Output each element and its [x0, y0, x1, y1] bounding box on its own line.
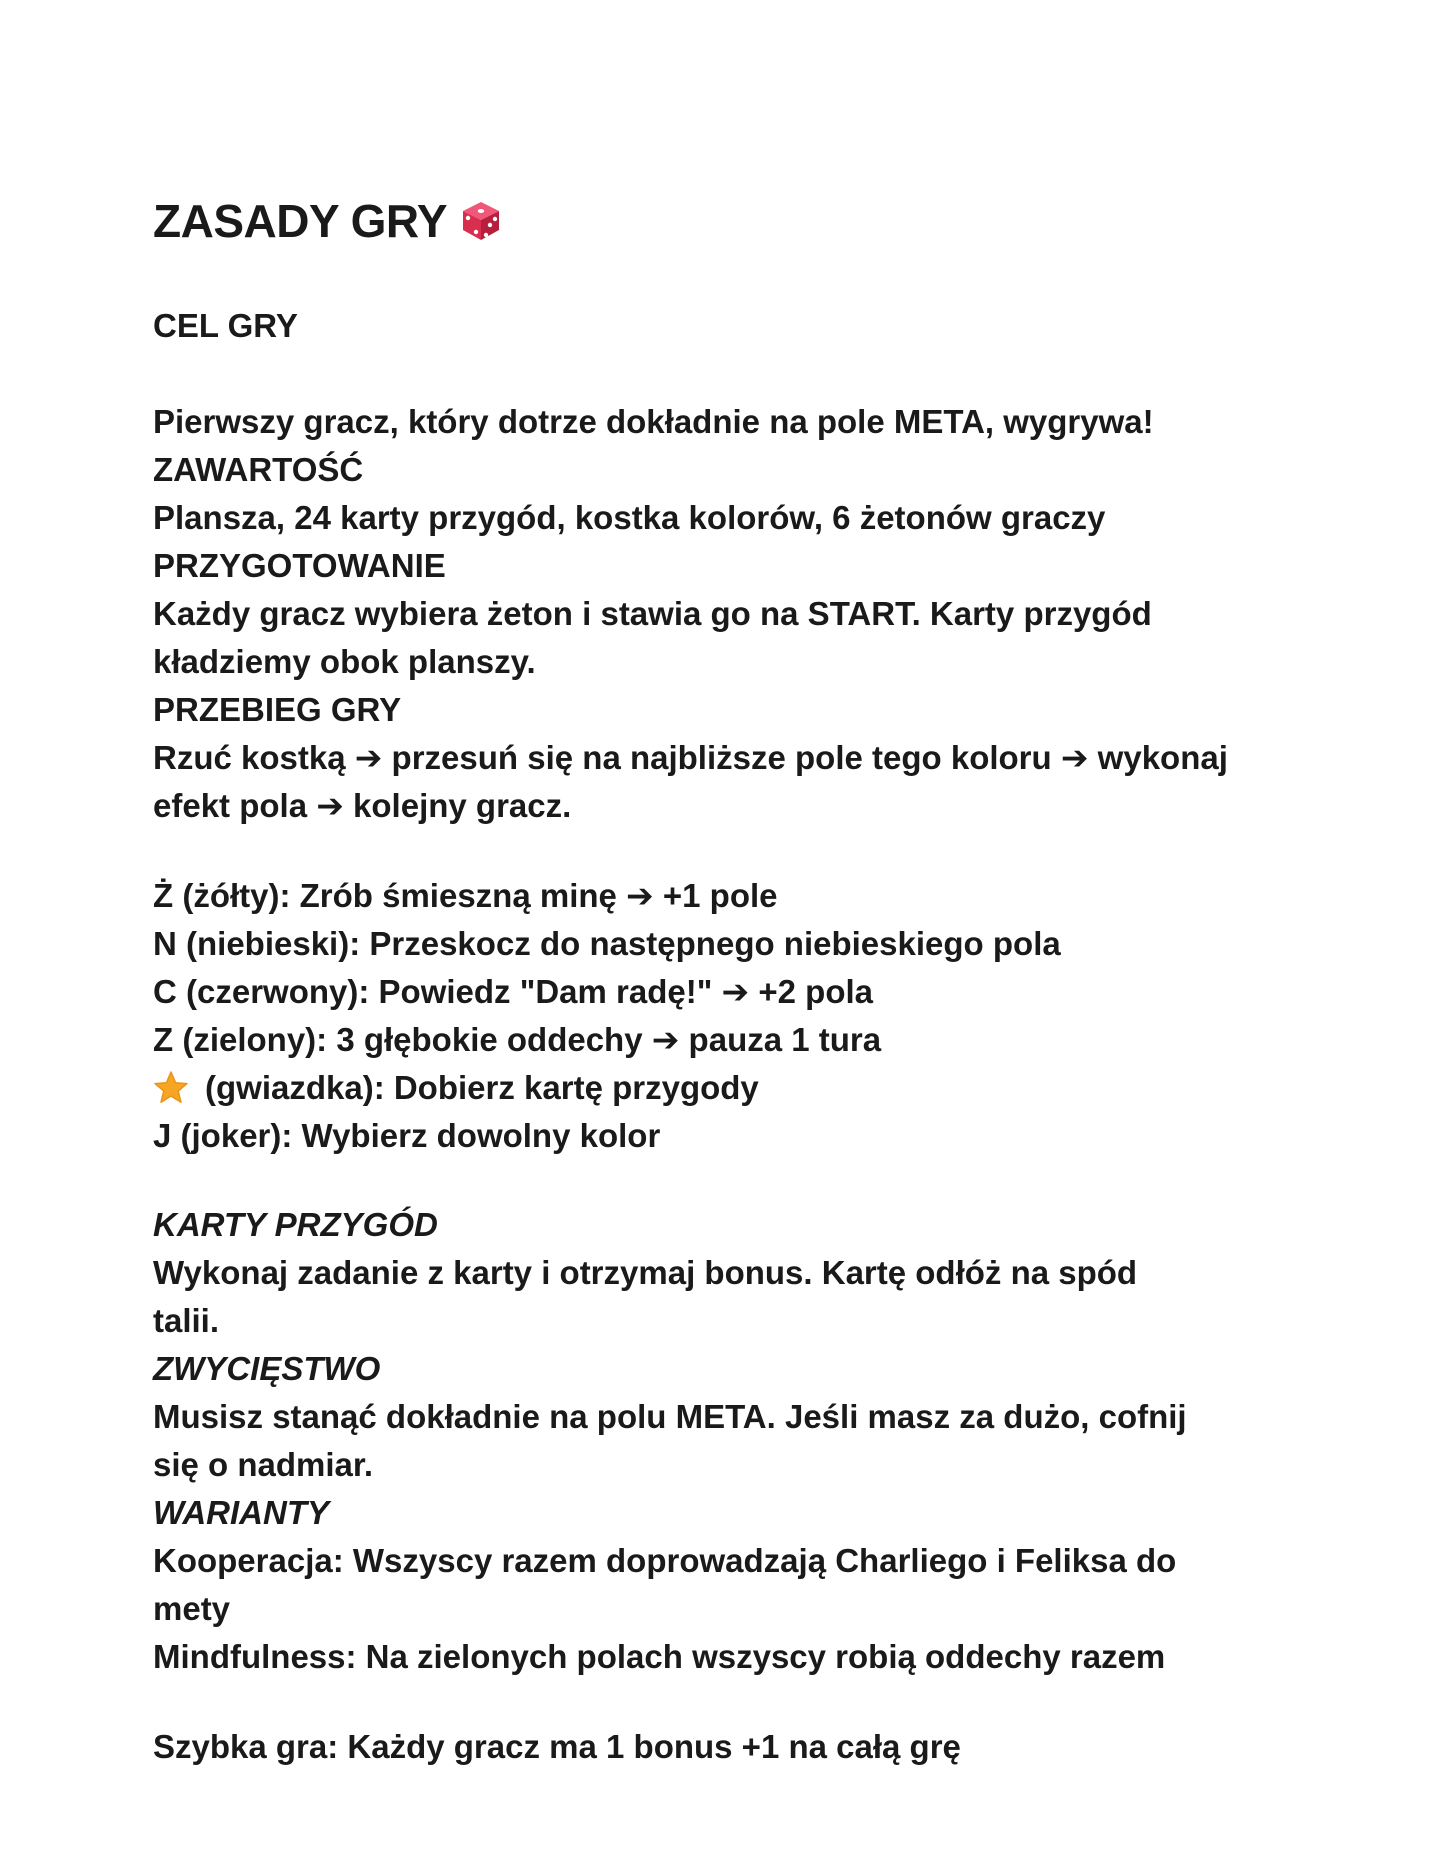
zawartosc-text: Plansza, 24 karty przygód, kostka kolorów, 6 żetonów graczy [153, 499, 1106, 536]
heading-warianty: WARIANTY [153, 1494, 329, 1531]
rule-blue: N (niebieski): Przeskocz do następnego niebieskiego pola [153, 925, 1061, 962]
przebieg-text-1: Rzuć kostką ➔ przesuń się na najbliższe pole tego koloru ➔ wykonaj [153, 739, 1228, 776]
rule-green: Z (zielony): 3 głębokie oddechy ➔ pauza 1 tura [153, 1021, 882, 1058]
heading-cel-gry: CEL GRY [153, 307, 298, 344]
rule-star-text: (gwiazdka): Dobierz kartę przygody [205, 1069, 759, 1106]
szybka-gra-text: Szybka gra: Każdy gracz ma 1 bonus +1 na całą grę [153, 1728, 961, 1765]
przygotowanie-text-2: kładziemy obok planszy. [153, 643, 536, 680]
przebieg-text-2: efekt pola ➔ kolejny gracz. [153, 787, 572, 824]
heading-zawartosc: ZAWARTOŚĆ [153, 451, 364, 488]
zwyciestwo-text-2: się o nadmiar. [153, 1446, 374, 1483]
heading-zwyciestwo: ZWYCIĘSTWO [153, 1350, 381, 1387]
rule-joker: J (joker): Wybierz dowolny kolor [153, 1117, 661, 1154]
title-row [153, 190, 1353, 252]
star-icon [153, 1070, 189, 1106]
dice-icon [459, 199, 503, 243]
heading-przygotowanie: PRZYGOTOWANIE [153, 547, 446, 584]
page-title: ZASADY GRY [153, 195, 448, 247]
karty-text-2: talii. [153, 1302, 220, 1339]
warianty-text-2: mety [153, 1590, 231, 1627]
rule-red: C (czerwony): Powiedz "Dam radę!" ➔ +2 pola [153, 973, 874, 1010]
heading-przebieg-gry: PRZEBIEG GRY [153, 691, 402, 728]
heading-karty-przygod: KARTY PRZYGÓD [153, 1206, 438, 1243]
rule-yellow: Ż (żółty): Zrób śmieszną minę ➔ +1 pole [153, 877, 778, 914]
zwyciestwo-text-1: Musisz stanąć dokładnie na polu META. Jeśli masz za dużo, cofnij [153, 1398, 1187, 1435]
karty-text-1: Wykonaj zadanie z karty i otrzymaj bonus. Kartę odłóż na spód [153, 1254, 1138, 1291]
rules-document [153, 190, 1353, 1771]
przygotowanie-text-1: Każdy gracz wybiera żeton i stawia go na START. Karty przygód [153, 595, 1152, 632]
warianty-text-1: Kooperacja: Wszyscy razem doprowadzają Charliego i Feliksa do [153, 1542, 1177, 1579]
warianty-text-3: Mindfulness: Na zielonych polach wszyscy robią oddechy razem [153, 1638, 1166, 1675]
rule-star [153, 1064, 1353, 1112]
cel-gry-text: Pierwszy gracz, który dotrze dokładnie na pole META, wygrywa! [153, 403, 1154, 440]
